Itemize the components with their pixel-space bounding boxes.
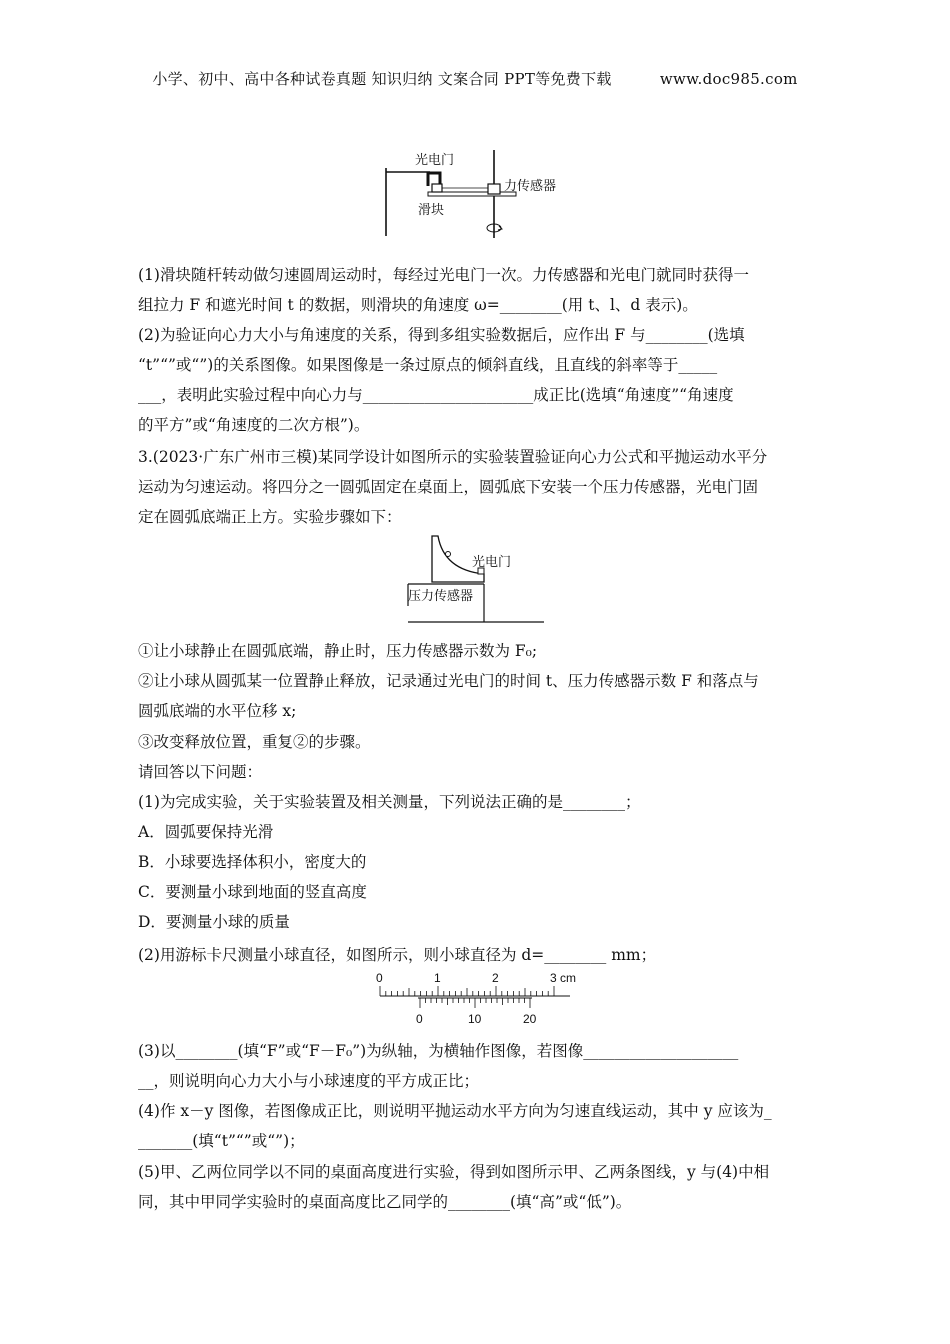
page-header (0, 68, 950, 89)
q3-option-c: C．要测量小球到地面的竖直高度 (138, 883, 367, 901)
q3-step3: ③改变释放位置，重复②的步骤。 (138, 733, 371, 751)
caliper-main-2: 2 (492, 971, 499, 985)
q3-sub5-line1: (5)甲、乙两位同学以不同的桌面高度进行实验，得到如图所示甲、乙两条图线，y 与(4)中相 (138, 1163, 770, 1181)
main-scale-ticks (380, 986, 554, 996)
q2-part2-line3: ___，表明此实验过程中向心力与______________________成正比(选填“角速度”“角速度 (138, 386, 734, 404)
q3-sub3-line1: (3)以________(填“F”或“F－F₀”)为纵轴，为横轴作图像，若图像____________________ (138, 1042, 739, 1060)
caliper-vernier-20: 20 (523, 1012, 537, 1026)
q2-part1-line2: 组拉力 F 和遮光时间 t 的数据，则滑块的角速度 ω=________(用 t、l、d 表示)。 (138, 296, 698, 314)
q3-sub2: (2)用游标卡尺测量小球直径，如图所示，则小球直径为 d=________ mm； (138, 946, 657, 964)
caliper-main-1: 1 (434, 971, 441, 985)
q3-intro-line1: 3.(2023·广东广州市三模)某同学设计如图所示的实验装置验证向心力公式和平抛运动水平分 (138, 448, 768, 466)
q3-sub5-line2: 同，其中甲同学实验时的桌面高度比乙同学的________(填“高”或“低”)。 (138, 1193, 632, 1211)
label-photogate-2: 光电门 (472, 555, 512, 570)
header-url: www.doc985.com (659, 70, 798, 88)
q3-step2-line1: ②让小球从圆弧某一位置静止释放，记录通过光电门的时间 t、压力传感器示数 F 和落点与 (138, 672, 759, 690)
q3-sub4-line1: (4)作 x－y 图像，若图像成正比，则说明平抛运动水平方向为匀速直线运动，其中 y 应该为_ (138, 1102, 772, 1120)
q3-sub1: (1)为完成实验，关于实验装置及相关测量，下列说法正确的是________； (138, 793, 641, 811)
figure-vernier-caliper (370, 970, 582, 1028)
q3-intro-line3: 定在圆弧底端正上方。实验步骤如下： (138, 508, 402, 526)
figure-quarter-arc (404, 532, 552, 628)
vernier-scale-ticks (420, 998, 530, 1008)
label-pressure-sensor: 压力传感器 (408, 589, 474, 604)
caliper-main-3: 3 cm (550, 971, 577, 985)
q3-sub3-line2: __，则说明向心力大小与小球速度的平方成正比； (138, 1072, 480, 1090)
caliper-vernier-10: 10 (468, 1012, 482, 1026)
figure-rotating-apparatus (378, 146, 578, 240)
q3-option-d: D．要测量小球的质量 (138, 913, 290, 931)
header-left-text: 小学、初中、高中各种试卷真题 知识归纳 文案合同 PPT等免费下载 (152, 70, 612, 88)
label-slider: 滑块 (418, 203, 445, 218)
q3-intro-line2: 运动为匀速运动。将四分之一圆弧固定在桌面上，圆弧底下安装一个压力传感器，光电门固 (138, 478, 759, 496)
q2-part1-line1: (1)滑块随杆转动做匀速圆周运动时，每经过光电门一次。力传感器和光电门就同时获得一 (138, 266, 749, 284)
q3-option-b: B．小球要选择体积小，密度大的 (138, 853, 367, 871)
caliper-main-0: 0 (376, 971, 383, 985)
q2-part2-line1: (2)为验证向心力大小与角速度的关系，得到多组实验数据后，应作出 F 与________(选填 (138, 326, 745, 344)
q3-sub4-line2: _______(填“t”“”或“”)； (138, 1132, 305, 1150)
label-photogate: 光电门 (415, 153, 455, 168)
q3-step2-line2: 圆弧底端的水平位移 x; (138, 702, 297, 720)
q3-prompt: 请回答以下问题： (138, 763, 263, 781)
q3-option-a: A．圆弧要保持光滑 (138, 823, 274, 841)
q2-part2-line2: “t”“”或“”)的关系图像。如果图像是一条过原点的倾斜直线，且直线的斜率等于_____ (138, 356, 718, 374)
label-force-sensor: 力传感器 (504, 179, 557, 194)
q3-step1: ①让小球静止在圆弧底端，静止时，压力传感器示数为 F₀; (138, 642, 538, 660)
caliper-vernier-0: 0 (416, 1012, 423, 1026)
q2-part2-line4: 的平方”或“角速度的二次方根”)。 (138, 416, 370, 434)
